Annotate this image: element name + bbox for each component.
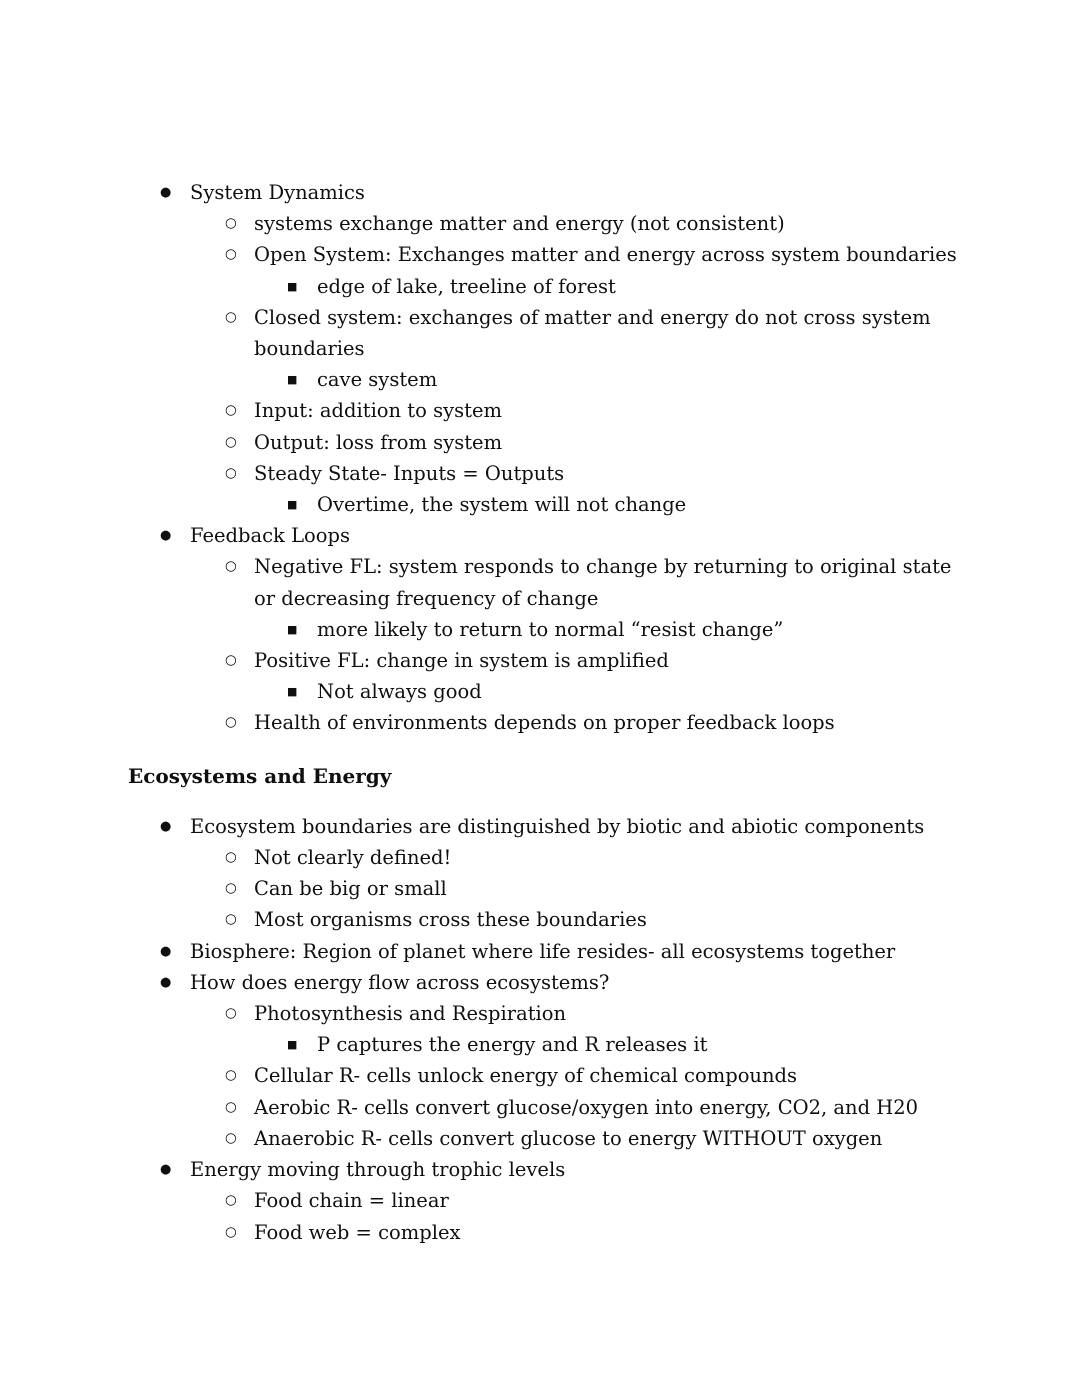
bullet-disc-icon: ●	[160, 528, 172, 544]
list-item	[0, 489, 1080, 520]
list-item-text: cave system	[317, 368, 438, 392]
bullet-circle-icon: ○	[225, 464, 237, 481]
list-item	[0, 1092, 1080, 1123]
bullet-circle-icon: ○	[225, 1098, 237, 1115]
list-section-system-dynamics	[0, 177, 1080, 739]
bullet-disc-icon: ●	[160, 818, 172, 834]
bullet-disc-icon: ●	[160, 1162, 172, 1178]
section-heading: Ecosystems and Energy	[128, 763, 392, 788]
bullet-square-icon: ■	[287, 279, 298, 293]
list-item-text: Feedback Loops	[190, 524, 350, 548]
bullet-circle-icon: ○	[225, 215, 237, 232]
bullet-square-icon: ■	[287, 685, 298, 699]
list-item	[0, 998, 1080, 1029]
list-item	[0, 1029, 1080, 1060]
bullet-square-icon: ■	[287, 622, 298, 636]
list-item	[0, 873, 1080, 904]
list-item	[0, 520, 1080, 551]
bullet-circle-icon: ○	[225, 433, 237, 450]
list-item	[0, 1060, 1080, 1091]
list-item-text: Cellular R- cells unlock energy of chemical compounds	[254, 1064, 798, 1088]
list-item-text: Input: addition to system	[254, 399, 502, 423]
list-item-text: Food chain = linear	[254, 1189, 449, 1213]
list-item	[0, 458, 1080, 489]
bullet-circle-icon: ○	[225, 1067, 237, 1084]
bullet-circle-icon: ○	[225, 714, 237, 731]
list-item-text: Steady State- Inputs = Outputs	[254, 461, 565, 485]
list-item-text: systems exchange matter and energy (not consistent)	[254, 212, 785, 236]
bullet-circle-icon: ○	[225, 1005, 237, 1022]
bullet-circle-icon: ○	[225, 558, 237, 575]
list-item	[0, 208, 1080, 239]
list-item-text: Anaerobic R- cells convert glucose to energy WITHOUT oxygen	[254, 1126, 883, 1150]
list-item	[0, 707, 1080, 738]
list-item-text: Health of environments depends on proper feedback loops	[254, 711, 835, 735]
list-item	[0, 395, 1080, 426]
bullet-circle-icon: ○	[225, 652, 237, 669]
list-item-text: more likely to return to normal “resist change”	[317, 617, 784, 641]
bullet-circle-icon: ○	[225, 1192, 237, 1209]
bullet-square-icon: ■	[287, 373, 298, 387]
list-item-text: Aerobic R- cells convert glucose/oxygen into energy, CO2, and H20	[254, 1095, 919, 1119]
list-item-text: Positive FL: change in system is amplified	[254, 649, 669, 673]
list-item	[0, 1185, 1080, 1216]
bullet-circle-icon: ○	[225, 402, 237, 419]
list-item-text: Can be big or small	[254, 877, 447, 901]
list-item-text: Energy moving through trophic levels	[190, 1158, 566, 1182]
list-item	[0, 842, 1080, 873]
list-item	[0, 1217, 1080, 1248]
list-item	[0, 427, 1080, 458]
list-item	[0, 676, 1080, 707]
list-item	[0, 1123, 1080, 1154]
bullet-circle-icon: ○	[225, 246, 237, 263]
bullet-circle-icon: ○	[225, 911, 237, 928]
list-item	[0, 239, 1080, 270]
bullet-square-icon: ■	[287, 1038, 298, 1052]
bullet-circle-icon: ○	[225, 308, 237, 325]
notes-content	[0, 177, 1080, 1248]
list-item	[0, 364, 1080, 395]
list-item-text: Photosynthesis and Respiration	[254, 1002, 567, 1026]
bullet-disc-icon: ●	[160, 185, 172, 200]
list-item-text: Output: loss from system	[254, 430, 503, 454]
list-item	[0, 614, 1080, 645]
list-item-text: Food web = complex	[254, 1220, 461, 1244]
list-item-text: Closed system: exchanges of matter and energy do not cross system boundaries	[254, 305, 931, 361]
list-item	[0, 936, 1080, 967]
list-item	[0, 177, 1080, 208]
list-item	[0, 1154, 1080, 1185]
list-item-text: System Dynamics	[190, 181, 365, 204]
bullet-circle-icon: ○	[225, 880, 237, 897]
list-item	[0, 811, 1080, 842]
list-item-text: Open System: Exchanges matter and energy across system boundaries	[254, 243, 957, 267]
list-item	[0, 551, 1080, 613]
list-item-text: edge of lake, treeline of forest	[317, 274, 616, 298]
list-item-text: Overtime, the system will not change	[317, 493, 687, 517]
list-item	[0, 271, 1080, 302]
list-item-text: How does energy flow across ecosystems?	[190, 970, 610, 994]
list-item-text: Not clearly defined!	[254, 846, 452, 870]
list-section-ecosystems-energy	[0, 811, 1080, 1248]
bullet-disc-icon: ●	[160, 974, 172, 990]
list-item	[0, 302, 1080, 364]
list-item	[0, 967, 1080, 998]
list-item	[0, 645, 1080, 676]
list-item-text: Not always good	[317, 680, 482, 704]
list-item-text: Negative FL: system responds to change by returning to original state or decreasing frequency of change	[254, 555, 952, 610]
bullet-circle-icon: ○	[225, 1223, 237, 1240]
bullet-circle-icon: ○	[225, 1129, 237, 1146]
list-item-text: Biosphere: Region of planet where life resides- all ecosystems together	[190, 939, 896, 963]
bullet-square-icon: ■	[287, 498, 298, 512]
list-item-text: Ecosystem boundaries are distinguished by biotic and abiotic components	[190, 814, 925, 838]
list-item	[0, 904, 1080, 935]
list-item-text: P captures the energy and R releases it	[317, 1033, 708, 1057]
bullet-circle-icon: ○	[225, 849, 237, 866]
bullet-disc-icon: ●	[160, 943, 172, 959]
list-item-text: Most organisms cross these boundaries	[254, 908, 647, 932]
